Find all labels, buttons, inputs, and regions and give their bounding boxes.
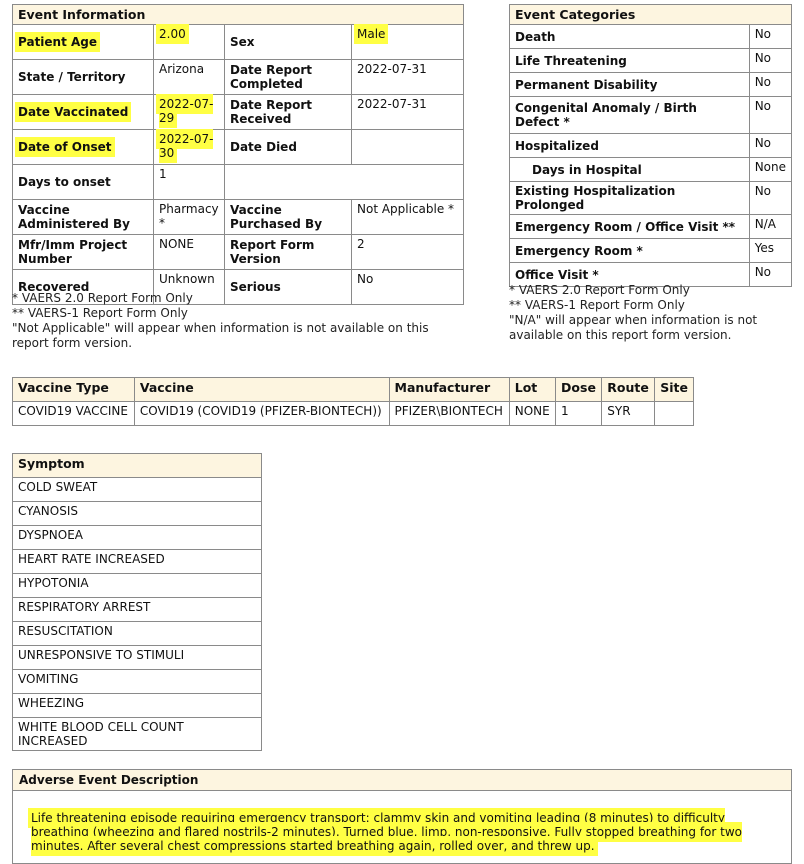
patient-age-label: Patient Age — [13, 25, 154, 60]
sex-label: Sex — [225, 25, 352, 60]
table-cell: COVID19 (COVID19 (PFIZER-BIONTECH)) — [134, 402, 389, 426]
days-to-onset-label: Days to onset — [13, 165, 154, 200]
column-header: Lot — [509, 378, 555, 402]
date-of-onset-value: 2022-07-30 — [154, 130, 225, 165]
category-value: No — [749, 182, 791, 215]
date-died-label: Date Died — [225, 130, 352, 165]
category-label: Congenital Anomaly / Birth Defect * — [510, 97, 750, 134]
recovered-label: Recovered — [13, 270, 154, 305]
notes-right — [509, 283, 792, 343]
mfr-project-label: Mfr/Imm Project Number — [13, 235, 154, 270]
symptom-item: HEART RATE INCREASED — [13, 550, 262, 574]
symptom-table — [12, 453, 262, 751]
adverse-event-text: Life threatening episode requiring emergency transport: clammy skin and vomiting leading (8 minutes) to difficulty breathing (wheezing and flared nostrils-2 minutes). Turned blue, limp, non-responsive. Fully stopped breathing for two minutes. After several chest compressions started breathing again, rolled over, and threw up. — [31, 811, 742, 853]
category-value: N/A — [749, 215, 791, 239]
symptom-item: UNRESPONSIVE TO STIMULI — [13, 646, 262, 670]
category-value: No — [749, 263, 791, 287]
column-header: Vaccine Type — [13, 378, 135, 402]
category-value: Yes — [749, 239, 791, 263]
serious-label: Serious — [225, 270, 352, 305]
event-categories-header: Event Categories — [510, 5, 792, 25]
adverse-event-header: Adverse Event Description — [13, 770, 791, 791]
date-vaccinated-label: Date Vaccinated — [13, 95, 154, 130]
mfr-project-value: NONE — [154, 235, 225, 270]
purchased-by-value: Not Applicable * — [352, 200, 464, 235]
category-label: Emergency Room * — [510, 239, 750, 263]
empty-cell — [225, 165, 464, 200]
administered-by-value: Pharmacy * — [154, 200, 225, 235]
column-header: Dose — [556, 378, 602, 402]
symptom-item: CYANOSIS — [13, 502, 262, 526]
recovered-value: Unknown — [154, 270, 225, 305]
category-value: No — [749, 97, 791, 134]
form-version-value: 2 — [352, 235, 464, 270]
note-line: * VAERS 2.0 Report Form Only — [509, 283, 690, 297]
date-vaccinated-value: 2022-07-29 — [154, 95, 225, 130]
table-cell: PFIZER\BIONTECH — [389, 402, 509, 426]
days-to-onset-value: 1 — [154, 165, 225, 200]
vaccine-table — [12, 377, 694, 426]
state-label: State / Territory — [13, 60, 154, 95]
form-version-label: Report Form Version — [225, 235, 352, 270]
purchased-by-label: Vaccine Purchased By — [225, 200, 352, 235]
category-value: No — [749, 49, 791, 73]
table-cell: COVID19 VACCINE — [13, 402, 135, 426]
date-died-value — [352, 130, 464, 165]
category-label: Life Threatening — [510, 49, 750, 73]
category-label: Emergency Room / Office Visit ** — [510, 215, 750, 239]
category-value: No — [749, 25, 791, 49]
category-label: Hospitalized — [510, 134, 750, 158]
category-value: No — [749, 134, 791, 158]
symptom-item: DYSPNOEA — [13, 526, 262, 550]
column-header: Route — [602, 378, 655, 402]
symptom-item: RESPIRATORY ARREST — [13, 598, 262, 622]
category-label: Existing Hospitalization Prolonged — [510, 182, 750, 215]
table-row — [13, 402, 694, 426]
column-header: Vaccine — [134, 378, 389, 402]
table-cell: NONE — [509, 402, 555, 426]
notes-left — [12, 291, 462, 351]
adverse-event-body — [13, 791, 791, 863]
table-cell: SYR — [602, 402, 655, 426]
symptom-item: HYPOTONIA — [13, 574, 262, 598]
note-line: "N/A" will appear when information is not available on this report form version. — [509, 313, 758, 342]
category-value: None — [749, 158, 791, 182]
symptom-header: Symptom — [13, 454, 262, 478]
table-cell: 1 — [556, 402, 602, 426]
note-line: * VAERS 2.0 Report Form Only — [12, 291, 193, 305]
adverse-event-description — [12, 769, 792, 864]
serious-value: No — [352, 270, 464, 305]
category-label: Death — [510, 25, 750, 49]
category-label: Office Visit * — [510, 263, 750, 287]
event-information-table — [12, 4, 464, 305]
report-completed-label: Date Report Completed — [225, 60, 352, 95]
report-received-label: Date Report Received — [225, 95, 352, 130]
category-value: No — [749, 73, 791, 97]
note-line: ** VAERS-1 Report Form Only — [12, 306, 188, 320]
table-cell — [655, 402, 694, 426]
report-completed-value: 2022-07-31 — [352, 60, 464, 95]
symptom-item: RESUSCITATION — [13, 622, 262, 646]
sex-value: Male — [352, 25, 464, 60]
report-received-value: 2022-07-31 — [352, 95, 464, 130]
symptom-item: WHITE BLOOD CELL COUNT INCREASED — [13, 718, 262, 751]
note-line: "Not Applicable" will appear when information is not available on this report form version. — [12, 321, 429, 350]
patient-age-value: 2.00 — [154, 25, 225, 60]
administered-by-label: Vaccine Administered By — [13, 200, 154, 235]
category-label: Days in Hospital — [510, 158, 750, 182]
symptom-item: COLD SWEAT — [13, 478, 262, 502]
event-information-header: Event Information — [13, 5, 464, 25]
event-categories-table — [509, 4, 792, 287]
date-of-onset-label: Date of Onset — [13, 130, 154, 165]
category-label: Permanent Disability — [510, 73, 750, 97]
column-header: Manufacturer — [389, 378, 509, 402]
state-value: Arizona — [154, 60, 225, 95]
symptom-item: WHEEZING — [13, 694, 262, 718]
note-line: ** VAERS-1 Report Form Only — [509, 298, 685, 312]
column-header: Site — [655, 378, 694, 402]
symptom-item: VOMITING — [13, 670, 262, 694]
